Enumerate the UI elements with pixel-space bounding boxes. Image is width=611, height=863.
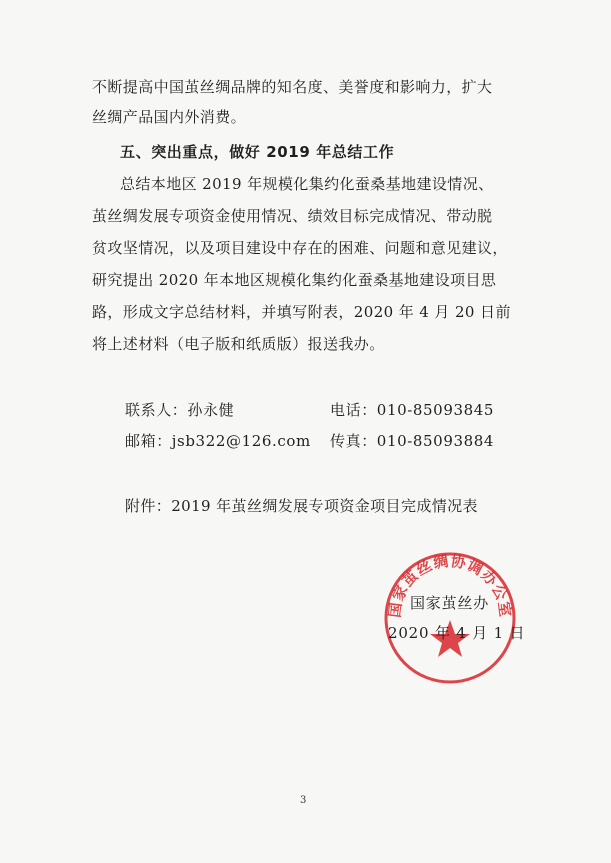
contact-email: 邮箱：jsb322@126.com [125, 432, 311, 450]
paragraph-line: 丝绸产品国内外消费。 [92, 108, 247, 126]
attachment-line: 附件：2019 年茧丝绸发展专项资金项目完成情况表 [125, 497, 478, 515]
official-seal-icon [380, 548, 520, 688]
body-line: 贫攻坚情况，以及项目建设中存在的困难、问题和意见建议， [92, 239, 508, 257]
body-line: 将上述材料（电子版和纸质版）报送我办。 [92, 335, 385, 353]
paragraph-line: 不断提高中国茧丝绸品牌的知名度、美誉度和影响力，扩大 [92, 78, 493, 96]
body-line: 总结本地区 2019 年规模化集约化蚕桑基地建设情况、 [120, 175, 494, 193]
contact-phone: 电话：010-85093845 [330, 401, 495, 419]
contact-person: 联系人：孙永健 [125, 401, 235, 419]
section-heading: 五、突出重点，做好 2019 年总结工作 [120, 143, 395, 161]
body-line: 路，形成文字总结材料，并填写附表，2020 年 4 月 20 日前 [92, 303, 511, 321]
signoff-date: 2020 年 4 月 1 日 [388, 624, 526, 642]
page-number: 3 [300, 795, 307, 806]
signoff-org: 国家茧丝办 [410, 594, 490, 612]
seal-text: 国家茧丝绸协调办公室 [385, 551, 515, 619]
body-line: 研究提出 2020 年本地区规模化集约化蚕桑基地建设项目思 [92, 271, 497, 289]
body-line: 茧丝绸发展专项资金使用情况、绩效目标完成情况、带动脱 [92, 207, 493, 225]
contact-fax: 传真：010-85093884 [330, 432, 495, 450]
